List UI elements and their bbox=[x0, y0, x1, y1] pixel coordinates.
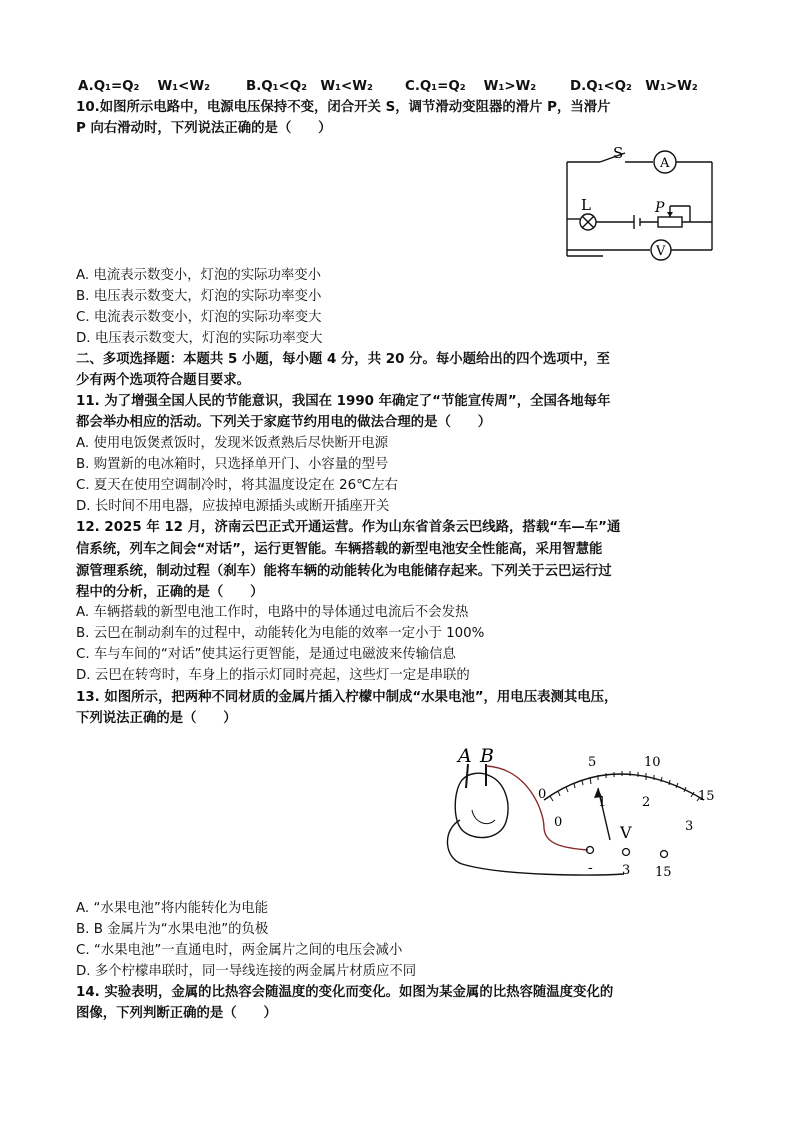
upper-tick-label: 0 bbox=[538, 787, 547, 802]
slider-label: P bbox=[655, 200, 665, 216]
q9-option-d: D.Q₁<Q₂ W₁>W₂ bbox=[570, 79, 698, 94]
terminal-3 bbox=[623, 849, 630, 856]
q13-option: C. “水果电池”一直通电时，两金属片之间的电压会减小 bbox=[76, 943, 403, 958]
q13-option: A. “水果电池”将内能转化为电能 bbox=[76, 901, 268, 916]
upper-tick-label: 5 bbox=[588, 755, 597, 770]
q13-option: B. B 金属片为“水果电池”的负极 bbox=[76, 922, 269, 937]
q11-stem: 11. 为了增强全国人民的节能意识，我国在 1990 年确定了“节能宣传周”，全国各地每年 bbox=[76, 394, 611, 409]
q10-stem: P 向右滑动时，下列说法正确的是（ ） bbox=[76, 121, 332, 136]
plate-b-label: B bbox=[480, 745, 494, 767]
q14-stem: 14. 实验表明，金属的比热容会随温度的变化而变化。如图为某金属的比热容随温度变化的 bbox=[76, 985, 614, 1000]
lower-tick-label: 3 bbox=[685, 819, 694, 834]
q12-option: A. 车辆搭载的新型电池工作时，电路中的导体通过电流后不会发热 bbox=[76, 605, 469, 620]
q13-fruit-battery-figure bbox=[432, 740, 732, 890]
q11-option: A. 使用电饭煲煮饭时，发现米饭煮熟后尽快断开电源 bbox=[76, 436, 389, 451]
lower-tick-label: 0 bbox=[554, 815, 563, 830]
q12-option: B. 云巴在制动刹车的过程中，动能转化为电能的效率一定小于 100% bbox=[76, 626, 485, 641]
q12-stem: 源管理系统，制动过程（刹车）能将车辆的动能转化为电能储存起来。下列关于云巴运行过 bbox=[76, 564, 612, 579]
q10-stem: 10.如图所示电路中，电源电压保持不变，闭合开关 S，调节滑动变阻器的滑片 P，当滑片 bbox=[76, 100, 611, 115]
q9-option-c: C.Q₁=Q₂ W₁>W₂ bbox=[405, 79, 537, 94]
plate-a bbox=[466, 764, 468, 788]
q9-option-a: A.Q₁=Q₂ W₁<W₂ bbox=[78, 79, 210, 94]
q12-stem: 12. 2025 年 12 月，济南云巴正式开通运营。作为山东省首条云巴线路，搭载“车—车”通 bbox=[76, 520, 621, 535]
wire bbox=[486, 766, 588, 850]
section-heading: 二、多项选择题：本题共 5 小题，每小题 4 分，共 20 分。每小题给出的四个选项中，至 bbox=[76, 352, 610, 367]
q13-option: D. 多个柠檬串联时，同一导线连接的两金属片材质应不同 bbox=[76, 964, 417, 979]
q13-stem: 13. 如图所示，把两种不同材质的金属片插入柠檬中制成“水果电池”，用电压表测其电压， bbox=[76, 690, 618, 705]
q9-option-b: B.Q₁<Q₂ W₁<W₂ bbox=[246, 79, 373, 94]
upper-tick-label: 15 bbox=[698, 789, 715, 804]
terminal-15 bbox=[661, 851, 668, 858]
q10-option: A. 电流表示数变小，灯泡的实际功率变小 bbox=[76, 268, 322, 283]
q10-option: C. 电流表示数变小，灯泡的实际功率变大 bbox=[76, 310, 322, 325]
q12-option: D. 云巴在转弯时，车身上的指示灯同时亮起，这些灯一定是串联的 bbox=[76, 668, 470, 683]
q14-stem: 图像，下列判断正确的是（ ） bbox=[76, 1006, 277, 1021]
lower-tick-label: 2 bbox=[642, 795, 651, 810]
rheostat-icon bbox=[658, 217, 682, 227]
q11-option: B. 购置新的电冰箱时，只选择单开门、小容量的型号 bbox=[76, 457, 389, 472]
ammeter-label: A bbox=[660, 156, 670, 171]
q10-option: D. 电压表示数变大，灯泡的实际功率变大 bbox=[76, 331, 323, 346]
q13-stem: 下列说法正确的是（ ） bbox=[76, 711, 237, 726]
lemon-icon bbox=[455, 773, 508, 837]
meter-scale-arc bbox=[544, 774, 704, 800]
q10-option: B. 电压表示数变大，灯泡的实际功率变小 bbox=[76, 289, 322, 304]
meter-label: V bbox=[620, 823, 632, 842]
q12-option: C. 车与车间的“对话”使其运行更智能，是通过电磁波来传输信息 bbox=[76, 647, 456, 662]
upper-tick-label: 10 bbox=[644, 755, 661, 770]
q11-stem: 都会举办相应的活动。下列关于家庭节约用电的做法合理的是（ ） bbox=[76, 415, 492, 430]
q12-stem: 程中的分析，正确的是（ ） bbox=[76, 585, 264, 600]
q11-option: C. 夏天在使用空调制冷时，将其温度设定在 26℃左右 bbox=[76, 478, 399, 493]
q10-circuit-diagram bbox=[560, 140, 720, 266]
terminal-3-label: 3 bbox=[622, 863, 631, 878]
voltmeter-label: V bbox=[656, 244, 666, 259]
q11-option: D. 长时间不用电器，应拔掉电源插头或断开插座开关 bbox=[76, 499, 390, 514]
lower-tick-label: 1 bbox=[598, 795, 607, 810]
minus-label: - bbox=[588, 860, 593, 876]
lamp-label: L bbox=[581, 196, 591, 214]
q12-stem: 信系统，列车之间会“对话”，运行更智能。车辆搭载的新型电池安全性能高，采用智慧能 bbox=[76, 542, 603, 557]
switch-label: S bbox=[613, 144, 624, 162]
section-heading: 少有两个选项符合题目要求。 bbox=[76, 373, 251, 388]
plate-a-label: A bbox=[458, 745, 472, 767]
terminal-15-label: 15 bbox=[655, 865, 672, 880]
wire bbox=[447, 820, 624, 875]
